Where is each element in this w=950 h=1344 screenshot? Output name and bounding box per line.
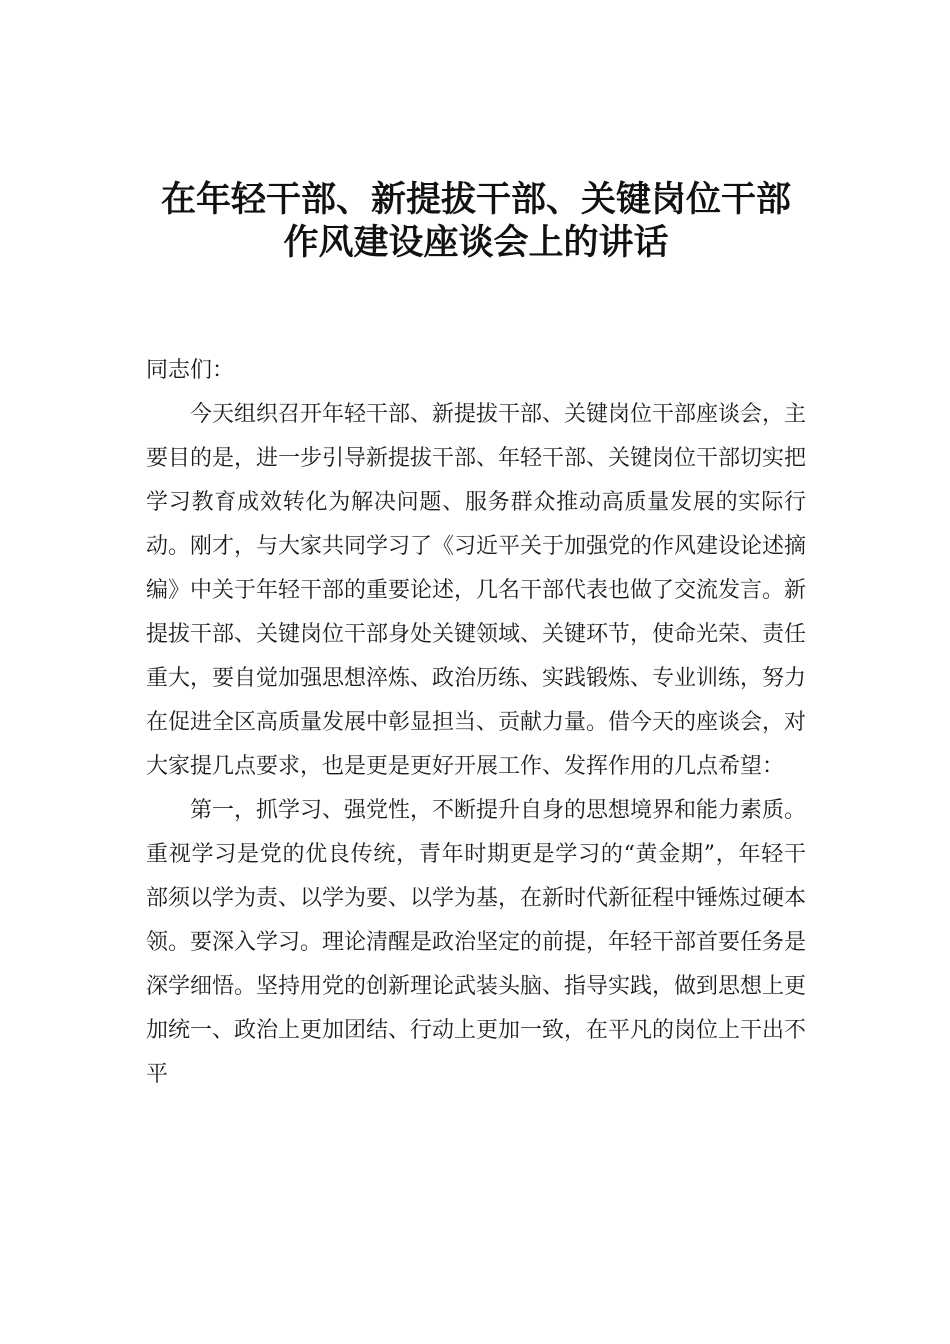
- paragraph-intro: 今天组织召开年轻干部、新提拔干部、关键岗位干部座谈会，主要目的是，进一步引导新提拔干部、年轻干部、关键岗位干部切实把学习教育成效转化为解决问题、服务群众推动高质量发展的实际行动。刚才，与大家共同学习了《习近平关于加强党的作风建设论述摘编》中关于年轻干部的重要论述，几名干部代表也做了交流发言。新提拔干部、关键岗位干部身处关键领域、关键环节，使命光荣、责任重大，要自觉加强思想淬炼、政治历练、实践锻炼、专业训练，努力在促进全区高质量发展中彰显担当、贡献力量。借今天的座谈会，对大家提几点要求，也是更是更好开展工作、发挥作用的几点希望：: [146, 402, 807, 779]
- salutation: 同志们：: [146, 358, 235, 383]
- document-title-line1: 在年轻干部、新提拔干部、关键岗位干部: [160, 179, 791, 220]
- document-title-line2: 作风建设座谈会上的讲话: [283, 222, 669, 263]
- paragraph-first-point: 第一，抓学习、强党性，不断提升自身的思想境界和能力素质。重视学习是党的优良传统，青年时期更是学习的“黄金期”，年轻干部须以学为责、以学为要、以学为基，在新时代新征程中锤炼过硬本领。要深入学习。理论清醒是政治坚定的前提，年轻干部首要任务是深学细悟。坚持用党的创新理论武装头脑、指导实践，做到思想上更加统一、政治上更加团结、行动上更加一致，在平凡的岗位上干出不平: [146, 798, 807, 1087]
- document-body: [146, 349, 806, 1097]
